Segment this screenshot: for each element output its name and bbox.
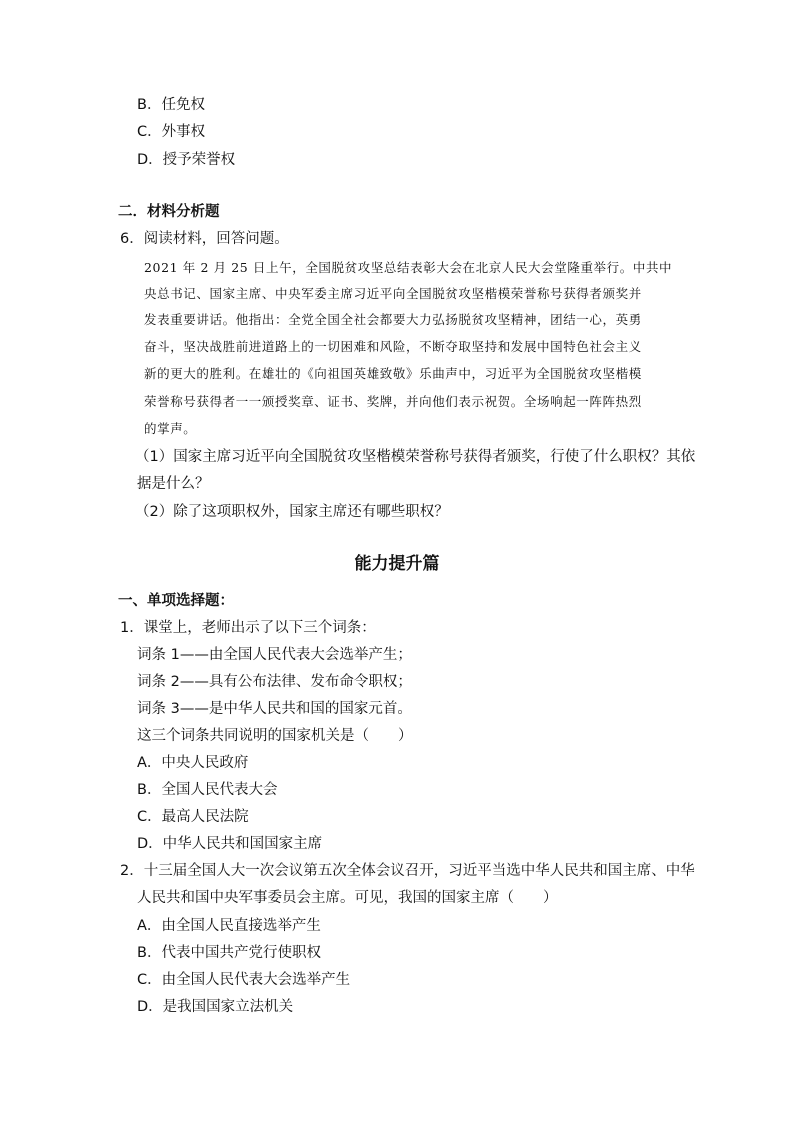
sub-question-1-continued: 据是什么？	[137, 476, 210, 492]
q1-option-d: D．中华人民共和国国家主席	[137, 836, 323, 852]
entry-1: 词条 1——由全国人民代表大会选举产生；	[137, 647, 412, 663]
question-2-stem: 2．十三届全国人大一次会议第五次全体会议召开，习近平当选中华人民共和国主席、中华	[120, 863, 695, 879]
q2-option-d: D．是我国国家立法机关	[137, 999, 294, 1015]
material-line: 发表重要讲话。他指出：全党全国全社会都要大力弘扬脱贫攻坚精神，团结一心，英勇	[144, 312, 642, 327]
q1-option-c: C．最高人民法院	[137, 809, 249, 825]
material-line: 央总书记、国家主席、中央军委主席习近平向全国脱贫攻坚楷模荣誉称号获得者颁奖并	[144, 286, 642, 301]
question-6-stem: 6．阅读材料，回答问题。	[120, 231, 289, 247]
q1-option-b: B．全国人民代表大会	[137, 782, 278, 798]
q2-option-b: B．代表中国共产党行使职权	[137, 945, 321, 961]
entry-2: 词条 2——具有公布法律、发布命令职权；	[137, 674, 412, 690]
option-d-prev: D．授予荣誉权	[137, 152, 236, 168]
section-title-material-analysis: 二．材料分析题	[118, 204, 220, 220]
section-title-single-choice: 一、单项选择题：	[118, 593, 234, 609]
material-line: 新的更大的胜利。在雄壮的《向祖国英雄致敬》乐曲声中，习近平为全国脱贫攻坚楷模	[144, 366, 642, 381]
entry-3: 词条 3——是中华人民共和国的国家元首。	[137, 701, 412, 717]
question-1-prompt: 这三个词条共同说明的国家机关是（ ）	[137, 728, 413, 744]
page-section-title: 能力提升篇	[354, 554, 440, 574]
option-c-prev: C．外事权	[137, 124, 206, 140]
sub-question-1: （1）国家主席习近平向全国脱贫攻坚楷模荣誉称号获得者颁奖，行使了什么职权？其依	[135, 449, 696, 465]
option-b-prev: B．任免权	[137, 97, 205, 113]
q1-option-a: A．中央人民政府	[137, 755, 249, 771]
question-2-stem-continued: 人民共和国中央军事委员会主席。可见，我国的国家主席（ ）	[137, 890, 558, 906]
material-line: 荣誉称号获得者一一颁授奖章、证书、奖牌，并向他们表示祝贺。全场响起一阵阵热烈	[144, 394, 642, 409]
q2-option-c: C．由全国人民代表大会选举产生	[137, 972, 351, 988]
q2-option-a: A．由全国人民直接选举产生	[137, 918, 321, 934]
question-1-stem: 1．课堂上，老师出示了以下三个词条：	[120, 620, 376, 636]
material-line: 2021 年 2 月 25 日上午，全国脱贫攻坚总结表彰大会在北京人民大会堂隆重举行。中共中	[144, 260, 673, 275]
sub-question-2: （2）除了这项职权外，国家主席还有哪些职权？	[135, 504, 449, 520]
material-line: 的掌声。	[144, 421, 197, 436]
material-line: 奋斗，坚决战胜前进道路上的一切困难和风险，不断夺取坚持和发展中国特色社会主义	[144, 339, 642, 354]
